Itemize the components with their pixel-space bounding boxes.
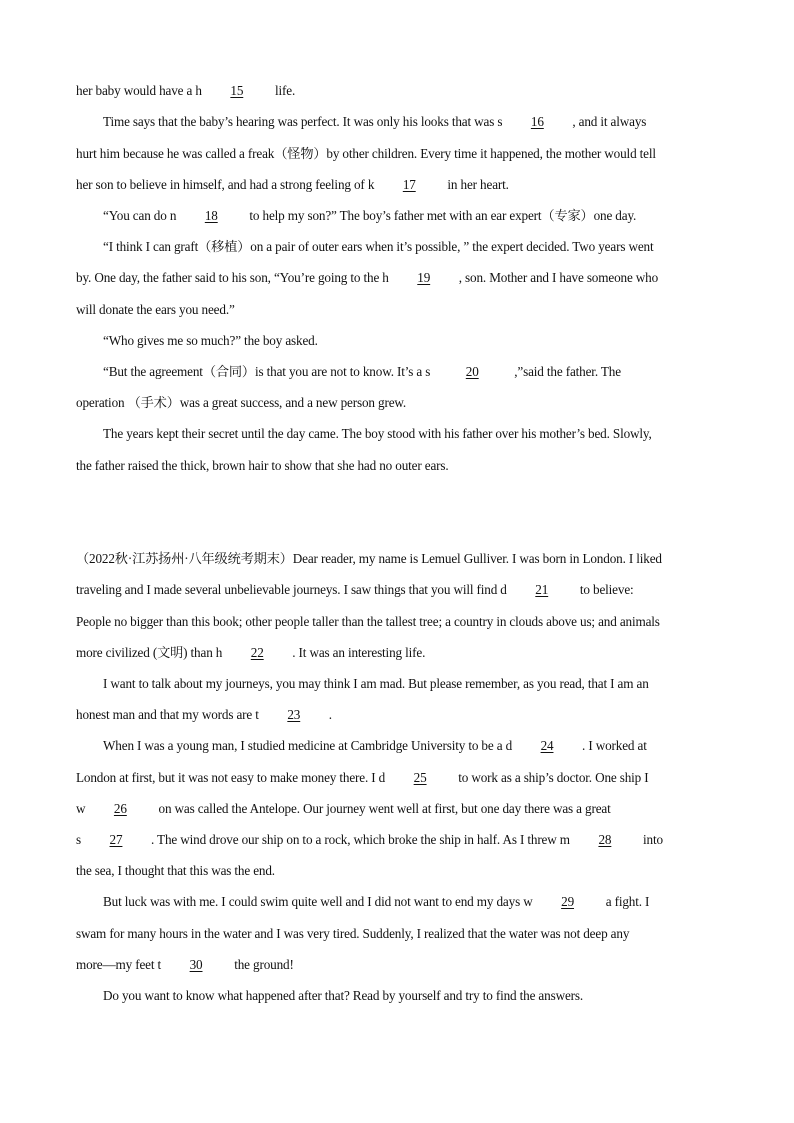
- p2-line-14: [76, 956, 716, 974]
- blank-30: 30: [189, 957, 203, 972]
- text: , son. Mother and I have someone who: [458, 270, 659, 285]
- text: a fight. I: [602, 894, 650, 909]
- text: . I worked at: [582, 738, 647, 753]
- p2-line-7: [103, 737, 743, 755]
- p1-line-12: The years kept their secret until the day came. The boy stood with his father over his mother’s bed. Slowly,: [103, 426, 652, 441]
- text: . It was an interesting life.: [292, 645, 426, 660]
- text: on was called the Antelope. Our journey went well at first, but one day there was a great: [155, 801, 611, 816]
- text: When I was a young man, I studied medicine at Cambridge University to be a d: [103, 738, 513, 753]
- p1-line-8: will donate the ears you need.”: [76, 302, 235, 317]
- p2-line-4: [76, 644, 716, 662]
- p2-line-12: [103, 893, 743, 911]
- blank-20: 20: [465, 364, 479, 379]
- blank-28: 28: [598, 832, 612, 847]
- blank-24: 24: [540, 738, 554, 753]
- p1-line-2: [103, 113, 743, 131]
- text: to believe:: [576, 582, 634, 597]
- text: to help my son?” The boy’s father met with an ear expert（专家）one day.: [246, 208, 637, 223]
- p2-line-6: [76, 706, 716, 724]
- p2-line-11: the sea, I thought that this was the end.: [76, 863, 275, 878]
- p1-line-11: operation （手术）was a great success, and a new person grew.: [76, 395, 407, 410]
- blank-18: 18: [204, 208, 218, 223]
- text: honest man and that my words are t: [76, 707, 259, 722]
- p2-line-5: I want to talk about my journeys, you may think I am mad. But please remember, as you read, that I am an: [103, 676, 649, 691]
- p2-line-13: swam for many hours in the water and I was very tired. Suddenly, I realized that the water was not deep any: [76, 926, 630, 941]
- p2-line-3: People no bigger than this book; other people taller than the tallest tree; a country in clouds above us; and animals: [76, 614, 660, 629]
- blank-25: 25: [413, 770, 427, 785]
- blank-17: 17: [402, 177, 416, 192]
- p1-line-4: [76, 176, 716, 194]
- text: Time says that the baby’s hearing was perfect. It was only his looks that was s: [103, 114, 503, 129]
- p1-line-7: [76, 269, 716, 287]
- p1-line-3: hurt him because he was called a freak（怪物）by other children. Every time it happened, the mother would tell: [76, 146, 656, 161]
- blank-15: 15: [230, 83, 244, 98]
- blank-16: 16: [530, 114, 544, 129]
- blank-22: 22: [250, 645, 264, 660]
- p1-line-5: [103, 207, 743, 225]
- text: her son to believe in himself, and had a strong feeling of k: [76, 177, 375, 192]
- p1-line-13: the father raised the thick, brown hair to show that she had no outer ears.: [76, 458, 449, 473]
- text: , and it always: [572, 114, 647, 129]
- text: more civilized (文明) than h: [76, 645, 223, 660]
- blank-21: 21: [535, 582, 549, 597]
- text: traveling and I made several unbelievable journeys. I saw things that you will find d: [76, 582, 507, 597]
- p2-line-8: [76, 769, 716, 787]
- text: the ground!: [231, 957, 294, 972]
- text: to work as a ship’s doctor. One ship I: [455, 770, 649, 785]
- text: .: [328, 707, 332, 722]
- p2-line-10: [76, 831, 716, 849]
- text: But luck was with me. I could swim quite well and I did not want to end my days w: [103, 894, 533, 909]
- p1-line-1: [76, 82, 716, 100]
- p1-line-9: “Who gives me so much?” the boy asked.: [103, 333, 318, 348]
- text: w: [76, 801, 86, 816]
- text: in her heart.: [444, 177, 509, 192]
- blank-29: 29: [561, 894, 575, 909]
- p1-line-10: [103, 363, 743, 381]
- text: her baby would have a h: [76, 83, 202, 98]
- p2-line-15: Do you want to know what happened after that? Read by yourself and try to find the answers.: [103, 988, 584, 1003]
- p2-line-1: （2022秋·江苏扬州·八年级统考期末）Dear reader, my name is Lemuel Gulliver. I was born in London. I liked: [76, 551, 662, 566]
- blank-27: 27: [109, 832, 123, 847]
- text: “You can do n: [103, 208, 177, 223]
- blank-23: 23: [287, 707, 301, 722]
- text: more—my feet t: [76, 957, 162, 972]
- blank-19: 19: [417, 270, 431, 285]
- p2-line-9: [76, 800, 716, 818]
- p1-line-6: “I think I can graft（移植）on a pair of outer ears when it’s possible, ” the expert decided. Two years went: [103, 239, 654, 254]
- text: by. One day, the father said to his son, “You’re going to the h: [76, 270, 389, 285]
- blank-26: 26: [113, 801, 127, 816]
- text: “But the agreement（合同）is that you are not to know. It’s a s: [103, 364, 431, 379]
- text: ,”said the father. The: [514, 364, 621, 379]
- text: London at first, but it was not easy to make money there. I d: [76, 770, 386, 785]
- text: . The wind drove our ship on to a rock, which broke the ship in half. As I threw m: [150, 832, 570, 847]
- text: s: [76, 832, 81, 847]
- p2-line-2: [76, 581, 716, 599]
- text: life.: [271, 83, 296, 98]
- text: into: [639, 832, 663, 847]
